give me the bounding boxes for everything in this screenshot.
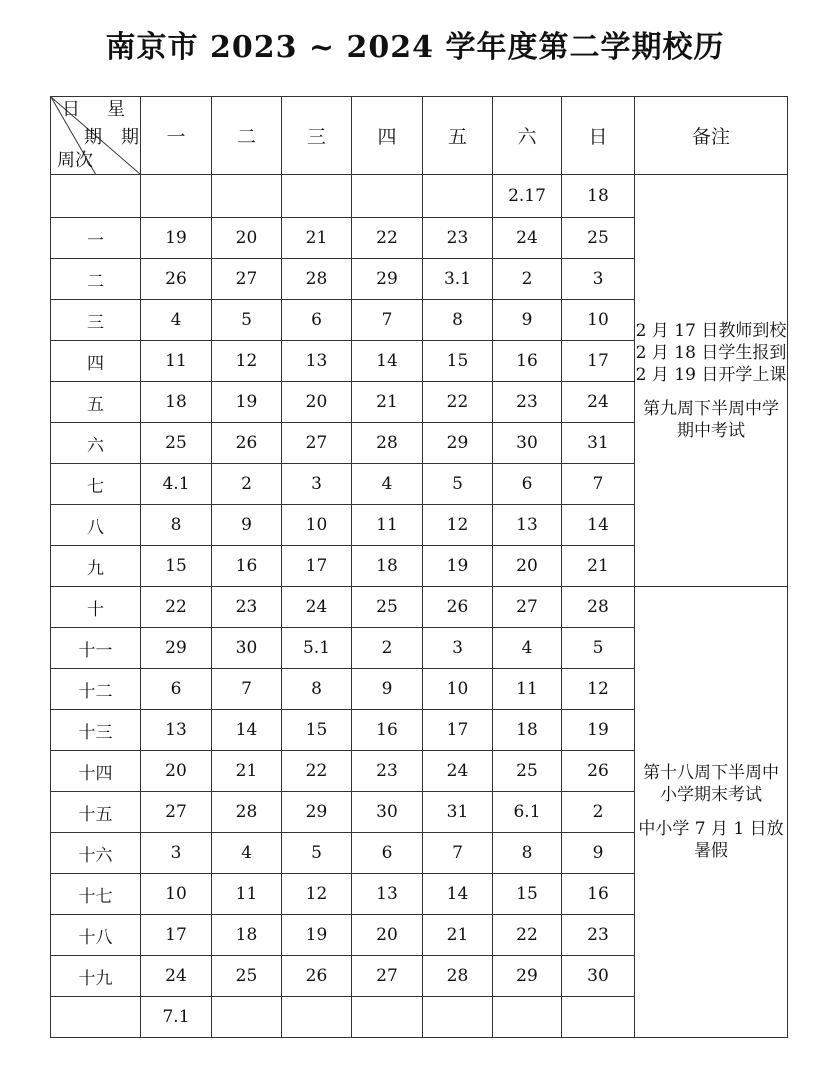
week-number-cell: 八 bbox=[51, 505, 141, 546]
date-cell: 8 bbox=[141, 505, 212, 546]
date-cell: 29 bbox=[141, 628, 212, 669]
date-cell: 20 bbox=[282, 382, 352, 423]
date-cell: 28 bbox=[282, 259, 352, 300]
date-cell: 6 bbox=[493, 464, 562, 505]
date-cell: 16 bbox=[352, 710, 423, 751]
date-cell: 5.1 bbox=[282, 628, 352, 669]
date-cell: 5 bbox=[562, 628, 635, 669]
date-cell: 28 bbox=[423, 956, 493, 997]
date-cell: 15 bbox=[423, 341, 493, 382]
date-cell: 6 bbox=[352, 833, 423, 874]
date-cell: 16 bbox=[212, 546, 282, 587]
date-cell: 4 bbox=[493, 628, 562, 669]
date-cell: 12 bbox=[282, 874, 352, 915]
diag-label-zhouci: 周次 bbox=[57, 150, 93, 171]
date-cell: 21 bbox=[562, 546, 635, 587]
date-cell: 14 bbox=[352, 341, 423, 382]
date-cell: 12 bbox=[562, 669, 635, 710]
page-title: 南京市 2023 ~ 2024 学年度第二学期校历 bbox=[105, 30, 725, 65]
date-cell: 10 bbox=[562, 300, 635, 341]
date-cell: 20 bbox=[212, 218, 282, 259]
date-cell: 4 bbox=[212, 833, 282, 874]
date-cell: 4 bbox=[352, 464, 423, 505]
week-number-cell: 十六 bbox=[51, 833, 141, 874]
date-cell: 20 bbox=[141, 751, 212, 792]
date-cell: 12 bbox=[212, 341, 282, 382]
date-cell: 4.1 bbox=[141, 464, 212, 505]
diag-label-xing: 星 bbox=[107, 99, 125, 120]
date-cell: 22 bbox=[141, 587, 212, 628]
date-cell bbox=[352, 175, 423, 218]
week-number-cell: 九 bbox=[51, 546, 141, 587]
header-day-sat: 六 bbox=[493, 97, 562, 175]
calendar-table bbox=[50, 96, 788, 1038]
table-row bbox=[51, 587, 788, 628]
date-cell: 15 bbox=[282, 710, 352, 751]
date-cell: 21 bbox=[212, 751, 282, 792]
date-cell: 15 bbox=[493, 874, 562, 915]
diag-label-qi-2: 期 bbox=[121, 127, 139, 148]
date-cell: 11 bbox=[141, 341, 212, 382]
date-cell: 30 bbox=[212, 628, 282, 669]
date-cell: 21 bbox=[282, 218, 352, 259]
date-cell: 10 bbox=[141, 874, 212, 915]
date-cell bbox=[352, 997, 423, 1038]
date-cell: 29 bbox=[423, 423, 493, 464]
date-cell bbox=[282, 997, 352, 1038]
header-day-mon: 一 bbox=[141, 97, 212, 175]
date-cell: 25 bbox=[212, 956, 282, 997]
date-cell: 23 bbox=[212, 587, 282, 628]
date-cell: 25 bbox=[352, 587, 423, 628]
week-number-cell: 四 bbox=[51, 341, 141, 382]
header-day-thu: 四 bbox=[352, 97, 423, 175]
date-cell: 7 bbox=[212, 669, 282, 710]
date-cell: 10 bbox=[423, 669, 493, 710]
date-cell: 24 bbox=[282, 587, 352, 628]
date-cell: 15 bbox=[141, 546, 212, 587]
remark-line: 2 月 18 日学生报到 bbox=[635, 342, 787, 363]
date-cell: 24 bbox=[141, 956, 212, 997]
date-cell: 30 bbox=[562, 956, 635, 997]
date-cell: 26 bbox=[562, 751, 635, 792]
date-cell: 3 bbox=[423, 628, 493, 669]
date-cell: 7 bbox=[352, 300, 423, 341]
date-cell: 9 bbox=[562, 833, 635, 874]
date-cell bbox=[212, 175, 282, 218]
date-cell: 18 bbox=[493, 710, 562, 751]
week-number-cell: 十七 bbox=[51, 874, 141, 915]
date-cell: 11 bbox=[212, 874, 282, 915]
header-day-tue: 二 bbox=[212, 97, 282, 175]
date-cell: 23 bbox=[423, 218, 493, 259]
date-cell: 8 bbox=[423, 300, 493, 341]
date-cell: 26 bbox=[141, 259, 212, 300]
remark-line: 第十八周下半周中小学期末考试 bbox=[643, 763, 779, 805]
date-cell: 26 bbox=[423, 587, 493, 628]
date-cell: 3 bbox=[562, 259, 635, 300]
remark-line: 中小学 7 月 1 日放暑假 bbox=[638, 819, 784, 861]
date-cell: 23 bbox=[562, 915, 635, 956]
date-cell: 25 bbox=[562, 218, 635, 259]
week-number-cell: 十四 bbox=[51, 751, 141, 792]
date-cell: 8 bbox=[282, 669, 352, 710]
remark-cell-second bbox=[635, 587, 788, 1038]
date-cell: 16 bbox=[493, 341, 562, 382]
date-cell: 16 bbox=[562, 874, 635, 915]
date-cell: 7 bbox=[562, 464, 635, 505]
remark-line: 2 月 19 日开学上课 bbox=[635, 364, 787, 385]
date-cell: 20 bbox=[493, 546, 562, 587]
header-day-sun: 日 bbox=[562, 97, 635, 175]
date-cell: 29 bbox=[282, 792, 352, 833]
date-cell: 9 bbox=[212, 505, 282, 546]
date-cell: 29 bbox=[493, 956, 562, 997]
date-cell: 21 bbox=[423, 915, 493, 956]
date-cell: 6 bbox=[141, 669, 212, 710]
date-cell: 13 bbox=[493, 505, 562, 546]
date-cell: 5 bbox=[282, 833, 352, 874]
date-cell: 31 bbox=[423, 792, 493, 833]
date-cell: 19 bbox=[212, 382, 282, 423]
date-cell: 4 bbox=[141, 300, 212, 341]
diag-label-ri: 日 bbox=[62, 99, 80, 120]
date-cell: 6.1 bbox=[493, 792, 562, 833]
date-cell: 24 bbox=[562, 382, 635, 423]
week-number-cell bbox=[51, 997, 141, 1038]
date-cell: 29 bbox=[352, 259, 423, 300]
date-cell: 21 bbox=[352, 382, 423, 423]
date-cell: 26 bbox=[282, 956, 352, 997]
date-cell: 18 bbox=[141, 382, 212, 423]
date-cell: 14 bbox=[212, 710, 282, 751]
header-remark: 备注 bbox=[635, 97, 788, 175]
date-cell: 9 bbox=[493, 300, 562, 341]
week-number-cell: 二 bbox=[51, 259, 141, 300]
week-number-cell: 五 bbox=[51, 382, 141, 423]
date-cell: 14 bbox=[423, 874, 493, 915]
date-cell: 26 bbox=[212, 423, 282, 464]
date-cell: 19 bbox=[562, 710, 635, 751]
remark-line: 第九周下半周中学期中考试 bbox=[643, 398, 779, 441]
table-row bbox=[51, 175, 788, 218]
date-cell: 3.1 bbox=[423, 259, 493, 300]
date-cell bbox=[423, 175, 493, 218]
date-cell: 13 bbox=[141, 710, 212, 751]
date-cell: 12 bbox=[423, 505, 493, 546]
date-cell: 22 bbox=[282, 751, 352, 792]
week-number-cell: 三 bbox=[51, 300, 141, 341]
date-cell bbox=[212, 997, 282, 1038]
diagonal-header-cell bbox=[51, 97, 141, 175]
remark-cell-first bbox=[635, 175, 788, 587]
date-cell: 30 bbox=[352, 792, 423, 833]
date-cell: 28 bbox=[352, 423, 423, 464]
week-number-cell: 十一 bbox=[51, 628, 141, 669]
date-cell: 28 bbox=[212, 792, 282, 833]
date-cell: 14 bbox=[562, 505, 635, 546]
date-cell: 17 bbox=[141, 915, 212, 956]
date-cell: 6 bbox=[282, 300, 352, 341]
date-cell: 27 bbox=[141, 792, 212, 833]
date-cell: 27 bbox=[352, 956, 423, 997]
date-cell: 2 bbox=[493, 259, 562, 300]
date-cell: 27 bbox=[212, 259, 282, 300]
week-number-cell: 十九 bbox=[51, 956, 141, 997]
week-number-cell: 十八 bbox=[51, 915, 141, 956]
date-cell: 8 bbox=[493, 833, 562, 874]
date-cell: 19 bbox=[141, 218, 212, 259]
remark-spacer bbox=[635, 806, 787, 818]
header-day-wed: 三 bbox=[282, 97, 352, 175]
date-cell bbox=[282, 175, 352, 218]
date-cell: 23 bbox=[493, 382, 562, 423]
diag-label-qi: 期 bbox=[84, 127, 102, 148]
date-cell: 18 bbox=[352, 546, 423, 587]
date-cell: 11 bbox=[493, 669, 562, 710]
date-cell: 7.1 bbox=[141, 997, 212, 1038]
date-cell: 28 bbox=[562, 587, 635, 628]
date-cell: 22 bbox=[493, 915, 562, 956]
date-cell: 17 bbox=[282, 546, 352, 587]
header-day-fri: 五 bbox=[423, 97, 493, 175]
remark-line: 2 月 17 日教师到校 bbox=[635, 320, 787, 341]
week-number-cell: 十二 bbox=[51, 669, 141, 710]
date-cell: 22 bbox=[423, 382, 493, 423]
date-cell bbox=[141, 175, 212, 218]
date-cell: 2 bbox=[562, 792, 635, 833]
week-number-cell: 六 bbox=[51, 423, 141, 464]
date-cell bbox=[423, 997, 493, 1038]
date-cell: 9 bbox=[352, 669, 423, 710]
week-number-cell: 十 bbox=[51, 587, 141, 628]
date-cell: 19 bbox=[282, 915, 352, 956]
date-cell: 5 bbox=[423, 464, 493, 505]
date-cell: 5 bbox=[212, 300, 282, 341]
date-cell: 24 bbox=[423, 751, 493, 792]
date-cell: 13 bbox=[352, 874, 423, 915]
week-number-cell: 七 bbox=[51, 464, 141, 505]
date-cell: 3 bbox=[282, 464, 352, 505]
date-cell: 27 bbox=[282, 423, 352, 464]
date-cell: 22 bbox=[352, 218, 423, 259]
week-number-cell bbox=[51, 175, 141, 218]
remark-spacer bbox=[635, 386, 787, 398]
week-number-cell: 十三 bbox=[51, 710, 141, 751]
date-cell: 25 bbox=[141, 423, 212, 464]
date-cell: 31 bbox=[562, 423, 635, 464]
date-cell: 24 bbox=[493, 218, 562, 259]
date-cell: 10 bbox=[282, 505, 352, 546]
week-number-cell: 一 bbox=[51, 218, 141, 259]
date-cell: 18 bbox=[562, 175, 635, 218]
date-cell: 17 bbox=[423, 710, 493, 751]
date-cell: 3 bbox=[141, 833, 212, 874]
date-cell: 17 bbox=[562, 341, 635, 382]
date-cell: 25 bbox=[493, 751, 562, 792]
date-cell: 19 bbox=[423, 546, 493, 587]
date-cell: 30 bbox=[493, 423, 562, 464]
date-cell: 2 bbox=[212, 464, 282, 505]
date-cell: 13 bbox=[282, 341, 352, 382]
date-cell: 20 bbox=[352, 915, 423, 956]
header-row bbox=[51, 97, 788, 175]
date-cell bbox=[493, 997, 562, 1038]
date-cell: 2.17 bbox=[493, 175, 562, 218]
date-cell: 23 bbox=[352, 751, 423, 792]
date-cell: 18 bbox=[212, 915, 282, 956]
date-cell: 2 bbox=[352, 628, 423, 669]
date-cell: 11 bbox=[352, 505, 423, 546]
date-cell: 7 bbox=[423, 833, 493, 874]
date-cell: 27 bbox=[493, 587, 562, 628]
date-cell bbox=[562, 997, 635, 1038]
week-number-cell: 十五 bbox=[51, 792, 141, 833]
